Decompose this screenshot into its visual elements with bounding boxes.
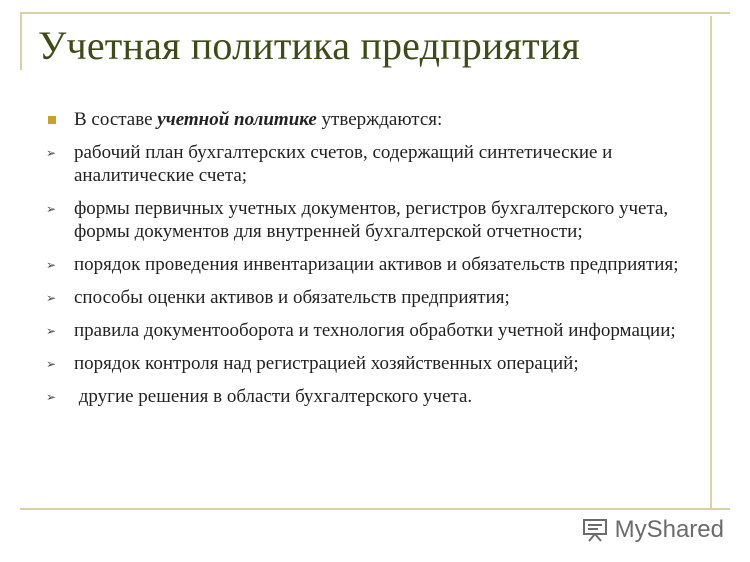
list-item bbox=[46, 319, 696, 342]
list-item bbox=[46, 352, 696, 375]
list-item-text: формы первичных учетных документов, регистров бухгалтерского учета, формы документов для внутренней бухгалтерской отчетности; bbox=[74, 198, 669, 242]
chevron-bullet-icon: ➢ bbox=[46, 291, 57, 305]
presentation-board-icon bbox=[581, 518, 609, 542]
intro-text bbox=[74, 108, 442, 131]
list-item-text: правила документооборота и технология обработки учетной информации; bbox=[74, 320, 676, 341]
list-item bbox=[46, 385, 696, 408]
chevron-bullet-icon: ➢ bbox=[46, 324, 57, 338]
list-item bbox=[46, 141, 696, 187]
list-item bbox=[46, 253, 696, 276]
watermark-text: MyShared bbox=[614, 516, 724, 543]
chevron-bullet-icon: ➢ bbox=[46, 390, 57, 404]
list-item-text: порядок проведения инвентаризации активов и обязательств предприятия; bbox=[74, 254, 679, 275]
square-bullet-icon bbox=[46, 108, 74, 131]
list-item-text: порядок контроля над регистрацией хозяйственных операций; bbox=[74, 353, 579, 374]
slide-body bbox=[46, 108, 696, 418]
list-item-text: способы оценки активов и обязательств предприятия; bbox=[74, 287, 510, 308]
footer-rule bbox=[20, 508, 730, 510]
frame-vertical-rule bbox=[710, 16, 712, 510]
chevron-bullet-icon: ➢ bbox=[46, 357, 57, 371]
chevron-bullet-icon: ➢ bbox=[46, 258, 57, 272]
list-item-text: рабочий план бухгалтерских счетов, содержащий синтетические и аналитические счета; bbox=[74, 142, 613, 186]
intro-before: В составе bbox=[74, 109, 158, 130]
chevron-bullet-icon: ➢ bbox=[46, 202, 57, 216]
list-item bbox=[46, 286, 696, 309]
intro-emphasis: учетной политике bbox=[157, 109, 317, 130]
list-item bbox=[46, 197, 696, 243]
list-item-text: другие решения в области бухгалтерского учета. bbox=[74, 386, 473, 407]
chevron-bullet-icon: ➢ bbox=[46, 146, 57, 160]
intro-line bbox=[46, 108, 696, 131]
intro-after: утверждаются: bbox=[316, 109, 443, 130]
watermark-logo bbox=[581, 516, 724, 544]
slide-title: Учетная политика предприятия bbox=[38, 23, 581, 68]
